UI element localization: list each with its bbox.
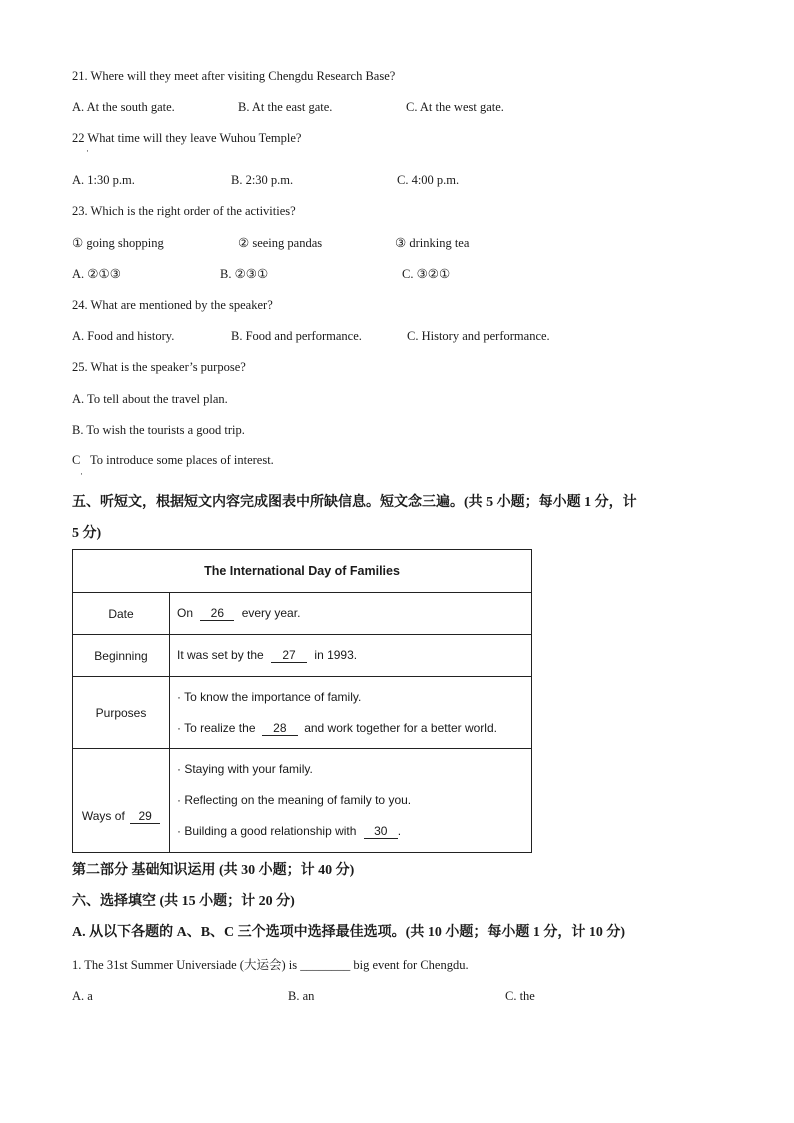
activity-2: ② seeing pandas — [238, 236, 323, 250]
row-line: · To know the importance of family. — [177, 689, 362, 704]
question-number: 24. — [72, 298, 88, 312]
activity-3: ③ drinking tea — [395, 236, 470, 250]
table-row — [73, 593, 532, 635]
stray-dot: · — [86, 146, 89, 156]
row-text: It was set by the — [177, 648, 264, 662]
row-text: · Building a good relationship with — [177, 824, 357, 838]
row-line: · Reflecting on the meaning of family to you. — [177, 793, 412, 807]
table-row — [73, 635, 532, 677]
blank-29: 29 — [130, 810, 160, 824]
question-number: 23. — [72, 204, 88, 218]
row-content — [170, 749, 532, 853]
option-b: B. 2:30 p.m. — [231, 173, 294, 187]
question-1 — [72, 957, 469, 973]
row-text: in 1993. — [314, 648, 358, 662]
table-row — [73, 677, 532, 749]
option-b: B. an — [288, 989, 315, 1003]
section-5-heading: 五、听短文，根据短文内容完成图表中所缺信息。短文念三遍。(共 5 小题；每小题 1 分，计 — [72, 495, 637, 510]
question-text: big event for Chengdu. — [353, 958, 469, 972]
row-text: every year. — [241, 606, 301, 620]
answer-blank: ________ — [300, 958, 351, 972]
section-6-heading: 六、选择填空 (共 15 小题；计 20 分) — [72, 894, 295, 909]
table-row — [73, 749, 532, 853]
option-b: B. Food and performance. — [231, 329, 362, 343]
row-label: Purposes — [73, 677, 170, 749]
question-text: What is the speaker’s purpose? — [90, 360, 246, 374]
label-text: Ways of — [81, 809, 125, 823]
question-24 — [72, 297, 273, 313]
question-25 — [72, 359, 246, 375]
question-text: Where will they meet after visiting Chengdu Research Base? — [90, 69, 396, 83]
option-a: A. To tell about the travel plan. — [72, 392, 228, 406]
option-c: C. 4:00 p.m. — [397, 173, 460, 187]
row-text: · To realize the — [177, 720, 256, 735]
blank-28: 28 — [262, 722, 298, 736]
question-number: 22 — [72, 131, 85, 145]
option-a: A. a — [72, 989, 93, 1003]
option-c: C. At the west gate. — [406, 100, 504, 114]
option-c: C. the — [505, 989, 535, 1003]
stray-dot: · — [80, 469, 83, 479]
option-a: A. ②①③ — [72, 267, 121, 281]
question-23 — [72, 203, 296, 219]
row-text: On — [177, 606, 194, 620]
option-b: B. To wish the tourists a good trip. — [72, 423, 245, 437]
option-a: A. Food and history. — [72, 329, 175, 343]
blank-30: 30 — [364, 825, 398, 839]
option-a: A. 1:30 p.m. — [72, 173, 135, 187]
option-c: C. ③②① — [402, 267, 451, 281]
info-table — [72, 549, 532, 853]
row-text: and work together for a better world. — [304, 720, 497, 735]
question-text: 1. The 31st Summer Universiade (大运会) is — [72, 958, 298, 972]
row-line: · Staying with your family. — [177, 762, 313, 776]
row-content — [170, 593, 532, 635]
question-number: 21. — [72, 69, 88, 83]
row-label: Beginning — [73, 635, 170, 677]
table-title: The International Day of Families — [73, 550, 532, 593]
question-text: What time will they leave Wuhou Temple? — [87, 131, 302, 145]
row-text: . — [397, 824, 402, 838]
section-a-heading: A. 从以下各题的 A、B、C 三个选项中选择最佳选项。(共 10 小题；每小题 1 分，计 10 分) — [72, 925, 625, 940]
blank-26: 26 — [200, 607, 234, 621]
row-label: Date — [73, 593, 170, 635]
option-a: A. At the south gate. — [72, 100, 175, 114]
blank-27: 27 — [271, 649, 307, 663]
question-text: What are mentioned by the speaker? — [90, 298, 273, 312]
question-number: 25. — [72, 360, 88, 374]
row-line — [177, 713, 531, 744]
part-2-heading: 第二部分 基础知识运用 (共 30 小题；计 40 分) — [72, 863, 355, 878]
option-b: B. At the east gate. — [238, 100, 333, 114]
row-label — [73, 749, 170, 853]
question-22 — [72, 130, 301, 146]
activity-1: ① going shopping — [72, 236, 164, 250]
question-text: Which is the right order of the activities? — [90, 204, 296, 218]
option-c-letter: C — [72, 453, 81, 467]
option-b: B. ②③① — [220, 267, 269, 281]
section-5-heading-cont: 5 分) — [72, 526, 102, 541]
row-content — [170, 677, 532, 749]
question-21 — [72, 68, 395, 84]
option-c: C. History and performance. — [407, 329, 550, 343]
option-c: To introduce some places of interest. — [90, 453, 274, 467]
row-content — [170, 635, 532, 677]
row-line — [177, 816, 531, 847]
